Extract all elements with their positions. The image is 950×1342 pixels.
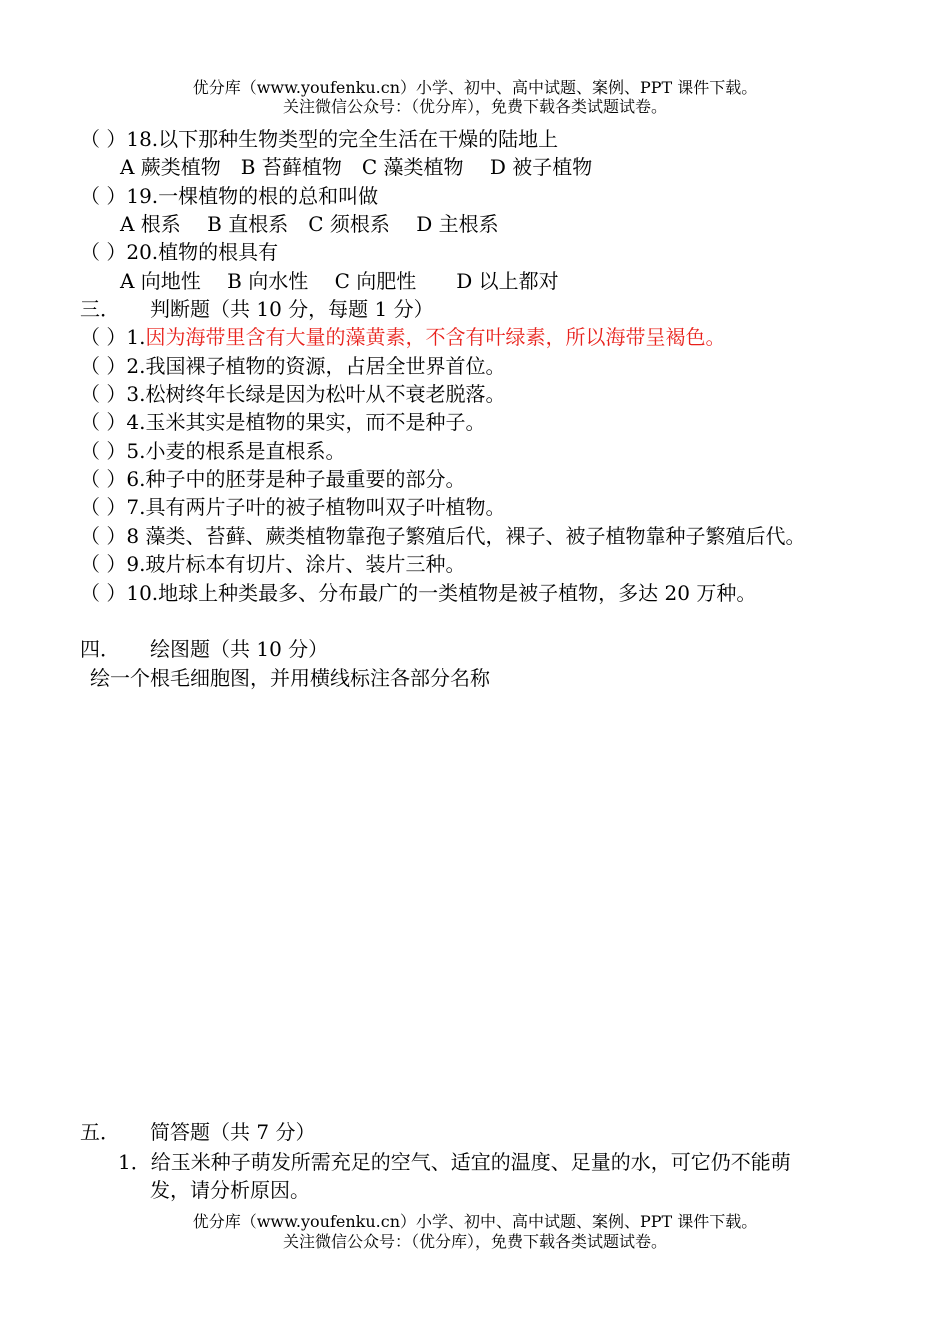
footer-line-1: 优分库（www.youfenku.cn）小学、初中、高中试题、案例、PPT 课件下载。: [192, 1212, 758, 1231]
judge-item-1-text: 因为海带里含有大量的藻黄素，不含有叶绿素，所以海带呈褐色。: [145, 325, 726, 349]
question-18-options: A 蕨类植物 B 苔藓植物 C 藻类植物 D 被子植物: [120, 155, 593, 179]
judge-item-1-prefix: （ ）1.: [80, 325, 146, 349]
judge-item-3: （ ）3.松树终年长绿是因为松叶从不衰老脱落。: [80, 382, 506, 406]
short-answer-q1-line1: 1．给玉米种子萌发所需充足的空气、适宜的温度、足量的水，可它仍不能萌: [118, 1150, 791, 1174]
judge-item-4: （ ）4.玉米其实是植物的果实，而不是种子。: [80, 410, 486, 434]
judge-item-10: （ ）10.地球上种类最多、分布最广的一类植物是被子植物，多达 20 万种。: [80, 581, 757, 605]
section-4-title: 四． 绘图题（共 10 分）: [80, 637, 329, 661]
judge-item-8: （ ）8 藻类、苔藓、蕨类植物靠孢子繁殖后代，裸子、被子植物靠种子繁殖后代。: [80, 524, 806, 548]
judge-item-6: （ ）6.种子中的胚芽是种子最重要的部分。: [80, 467, 466, 491]
question-20: （ ）20.植物的根具有: [80, 240, 279, 264]
question-20-options: A 向地性 B 向水性 C 向肥性 D 以上都对: [120, 269, 559, 293]
header-line-2: 关注微信公众号：（优分库），免费下载各类试题试卷。: [282, 97, 667, 116]
judge-item-5: （ ）5.小麦的根系是直根系。: [80, 439, 346, 463]
short-answer-q1-line2: 发，请分析原因。: [150, 1178, 310, 1202]
judge-item-2: （ ）2.我国裸子植物的资源，占居全世界首位。: [80, 354, 506, 378]
judge-item-7: （ ）7.具有两片子叶的被子植物叫双子叶植物。: [80, 495, 506, 519]
drawing-instruction: 绘一个根毛细胞图，并用横线标注各部分名称: [90, 666, 490, 690]
question-19: （ ）19.一棵植物的根的总和叫做: [80, 184, 379, 208]
section-5-title: 五． 简答题（共 7 分）: [80, 1120, 316, 1144]
section-3-title: 三． 判断题（共 10 分，每题 1 分）: [80, 297, 434, 321]
judge-item-1: [80, 325, 725, 349]
footer-line-2: 关注微信公众号：（优分库），免费下载各类试题试卷。: [282, 1232, 667, 1251]
question-19-options: A 根系 B 直根系 C 须根系 D 主根系: [120, 212, 499, 236]
header-line-1: 优分库（www.youfenku.cn）小学、初中、高中试题、案例、PPT 课件下载。: [192, 78, 758, 97]
question-18: （ ）18.以下那种生物类型的完全生活在干燥的陆地上: [80, 127, 559, 151]
judge-item-9: （ ）9.玻片标本有切片、涂片、装片三种。: [80, 552, 466, 576]
